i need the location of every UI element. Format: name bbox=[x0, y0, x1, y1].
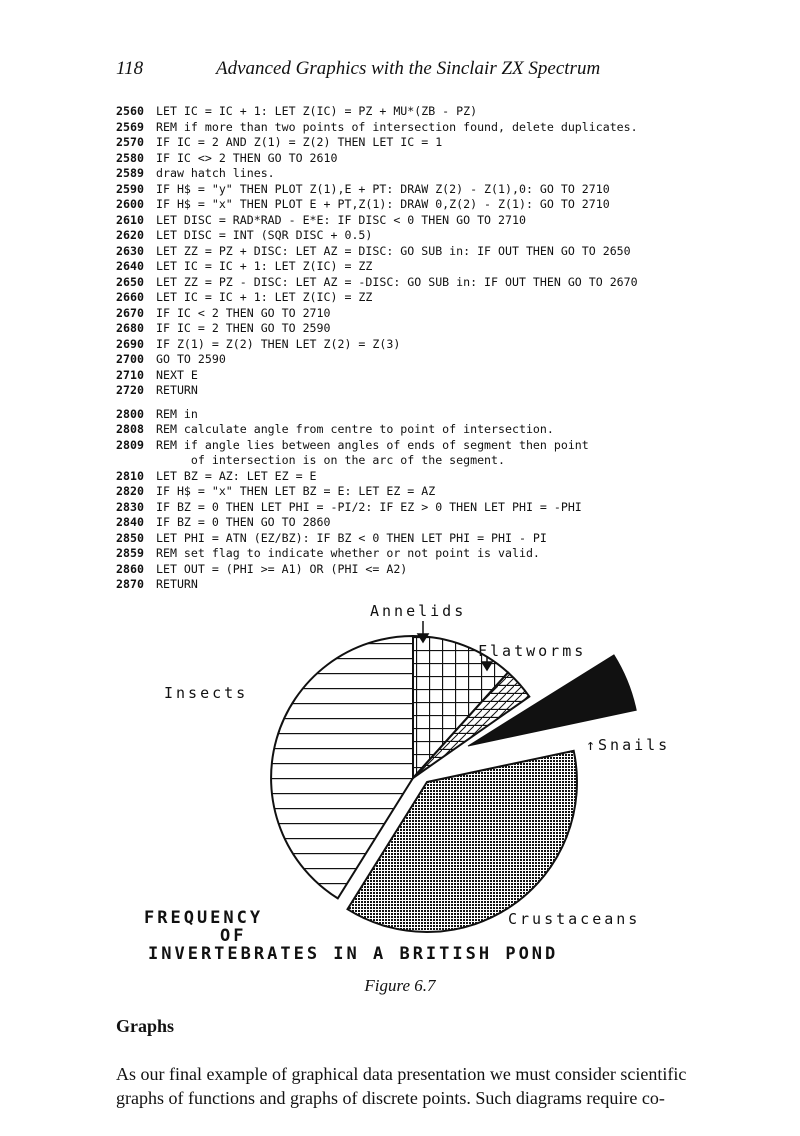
code-line bbox=[116, 275, 736, 291]
line-number: 2859 bbox=[116, 546, 144, 560]
line-text: LET ZZ = PZ + DISC: LET AZ = DISC: GO SUB in: IF OUT THEN GO TO 2650 bbox=[156, 243, 631, 258]
line-text: LET IC = IC + 1: LET Z(IC) = ZZ bbox=[156, 290, 373, 304]
code-line bbox=[116, 515, 736, 531]
page-number: 118 bbox=[116, 58, 144, 79]
label-snails: ↑Snails bbox=[586, 736, 671, 754]
body-paragraph: As our final example of graphical data presentation we must consider scientific graphs of functions and graphs of discrete points. Such diagrams require co- bbox=[116, 1064, 687, 1108]
line-number: 2840 bbox=[116, 515, 144, 529]
line-number: 2620 bbox=[116, 228, 144, 242]
line-text: LET IC = IC + 1: LET Z(IC) = PZ + MU*(ZB - PZ) bbox=[156, 104, 478, 118]
code-line bbox=[116, 182, 736, 198]
label-insects: Insects bbox=[164, 684, 249, 702]
code-line bbox=[116, 166, 736, 182]
code-line bbox=[116, 546, 736, 562]
running-title: Advanced Graphics with the Sinclair ZX Spectrum bbox=[216, 58, 601, 79]
line-text: IF Z(1) = Z(2) THEN LET Z(2) = Z(3) bbox=[156, 336, 401, 351]
line-number: 2808 bbox=[116, 422, 144, 436]
line-number: 2820 bbox=[116, 484, 144, 498]
line-text: REM calculate angle from centre to point of intersection. bbox=[156, 422, 554, 436]
figure-title-line2: OF bbox=[220, 926, 247, 946]
code-line bbox=[116, 228, 736, 244]
code-line bbox=[116, 577, 736, 593]
figure-title-line1: FREQUENCY bbox=[144, 908, 264, 928]
line-number: 2569 bbox=[116, 119, 144, 134]
line-number: 2589 bbox=[116, 166, 144, 180]
line-number: 2630 bbox=[116, 243, 144, 258]
line-number: 2850 bbox=[116, 530, 144, 545]
line-number: 2720 bbox=[116, 383, 144, 397]
code-line bbox=[116, 422, 736, 438]
line-number: 2870 bbox=[116, 577, 144, 591]
label-annelids: Annelids bbox=[370, 602, 467, 620]
line-number: 2590 bbox=[116, 181, 144, 196]
line-text: draw hatch lines. bbox=[156, 166, 275, 180]
page-header bbox=[116, 58, 716, 84]
line-text: GO TO 2590 bbox=[156, 352, 226, 366]
line-number: 2680 bbox=[116, 321, 144, 335]
code-line bbox=[116, 151, 736, 167]
code-line bbox=[116, 244, 736, 260]
line-text: RETURN bbox=[156, 577, 198, 591]
code-block-hatch bbox=[116, 104, 736, 399]
line-text: LET DISC = INT (SQR DISC + 0.5) bbox=[156, 228, 373, 242]
code-line bbox=[116, 306, 736, 322]
code-line bbox=[116, 259, 736, 275]
line-text: REM in bbox=[156, 406, 198, 421]
code-line bbox=[116, 438, 736, 454]
line-text: LET IC = IC + 1: LET Z(IC) = ZZ bbox=[156, 259, 373, 273]
line-number: 2580 bbox=[116, 150, 144, 165]
line-number: 2810 bbox=[116, 468, 144, 483]
code-line bbox=[116, 383, 736, 399]
line-text: IF H$ = "y" THEN PLOT Z(1),E + PT: DRAW Z(2) - Z(1),0: GO TO 2710 bbox=[156, 181, 610, 196]
figure-caption: Figure 6.7 bbox=[364, 976, 436, 995]
code-line bbox=[116, 337, 736, 353]
line-number: 2570 bbox=[116, 135, 144, 149]
line-text: LET DISC = RAD*RAD - E*E: IF DISC < 0 THEN GO TO 2710 bbox=[156, 212, 526, 227]
pie-chart-figure bbox=[130, 598, 710, 993]
code-line bbox=[116, 453, 736, 469]
code-line bbox=[116, 368, 736, 384]
line-text: LET ZZ = PZ - DISC: LET AZ = -DISC: GO SUB in: IF OUT THEN GO TO 2670 bbox=[156, 274, 638, 289]
line-text: REM if angle lies between angles of ends of segment then point bbox=[156, 437, 589, 452]
code-line bbox=[116, 407, 736, 423]
code-line bbox=[116, 135, 736, 151]
line-text: IF IC <> 2 THEN GO TO 2610 bbox=[156, 150, 338, 165]
code-line bbox=[116, 500, 736, 516]
basic-listing bbox=[116, 104, 736, 593]
label-flatworms: Flatworms bbox=[478, 642, 587, 660]
line-text: LET OUT = (PHI >= A1) OR (PHI <= A2) bbox=[156, 561, 408, 576]
code-line bbox=[116, 104, 736, 120]
line-text: LET PHI = ATN (EZ/BZ): IF BZ < 0 THEN LET PHI = PHI - PI bbox=[156, 530, 547, 545]
line-number: 2830 bbox=[116, 499, 144, 514]
line-number: 2560 bbox=[116, 104, 144, 118]
line-number: 2640 bbox=[116, 259, 144, 273]
code-line bbox=[116, 484, 736, 500]
line-text: IF IC < 2 THEN GO TO 2710 bbox=[156, 305, 331, 320]
line-text: IF H$ = "x" THEN PLOT E + PT,Z(1): DRAW 0,Z(2) - Z(1): GO TO 2710 bbox=[156, 197, 610, 211]
line-number: 2809 bbox=[116, 437, 144, 452]
line-text: IF IC = 2 AND Z(1) = Z(2) THEN LET IC = 1 bbox=[156, 135, 443, 149]
line-text: of intersection is on the arc of the segment. bbox=[156, 453, 506, 467]
code-line bbox=[116, 562, 736, 578]
code-line bbox=[116, 352, 736, 368]
line-number: 2700 bbox=[116, 352, 144, 366]
line-text: REM if more than two points of intersection found, delete duplicates. bbox=[156, 119, 638, 134]
code-line bbox=[116, 290, 736, 306]
line-number: 2600 bbox=[116, 197, 144, 211]
line-number: 2670 bbox=[116, 305, 144, 320]
line-number: 2650 bbox=[116, 274, 144, 289]
line-number: 2800 bbox=[116, 406, 144, 421]
code-line bbox=[116, 213, 736, 229]
code-line bbox=[116, 120, 736, 136]
line-text: IF IC = 2 THEN GO TO 2590 bbox=[156, 321, 331, 335]
code-block-in bbox=[116, 407, 736, 593]
line-text: IF BZ = 0 THEN LET PHI = -PI/2: IF EZ > 0 THEN LET PHI = -PHI bbox=[156, 499, 582, 514]
line-number: 2660 bbox=[116, 290, 144, 304]
code-line bbox=[116, 321, 736, 337]
pie-chart-drawing bbox=[130, 598, 710, 993]
figure-title-line3: INVERTEBRATES IN A BRITISH POND bbox=[148, 944, 559, 964]
line-text: NEXT E bbox=[156, 367, 198, 382]
label-crustaceans: Crustaceans bbox=[508, 910, 641, 928]
code-line bbox=[116, 531, 736, 547]
line-text: LET BZ = AZ: LET EZ = E bbox=[156, 468, 317, 483]
line-number: 2690 bbox=[116, 336, 144, 351]
code-line bbox=[116, 469, 736, 485]
line-number: 2610 bbox=[116, 212, 144, 227]
line-text: RETURN bbox=[156, 383, 198, 397]
code-line bbox=[116, 197, 736, 213]
line-number: 2860 bbox=[116, 561, 144, 576]
line-text: IF BZ = 0 THEN GO TO 2860 bbox=[156, 515, 331, 529]
line-number: 2710 bbox=[116, 367, 144, 382]
line-text: REM set flag to indicate whether or not point is valid. bbox=[156, 546, 540, 560]
line-text: IF H$ = "x" THEN LET BZ = E: LET EZ = AZ bbox=[156, 484, 436, 498]
section-heading: Graphs bbox=[116, 1016, 175, 1036]
